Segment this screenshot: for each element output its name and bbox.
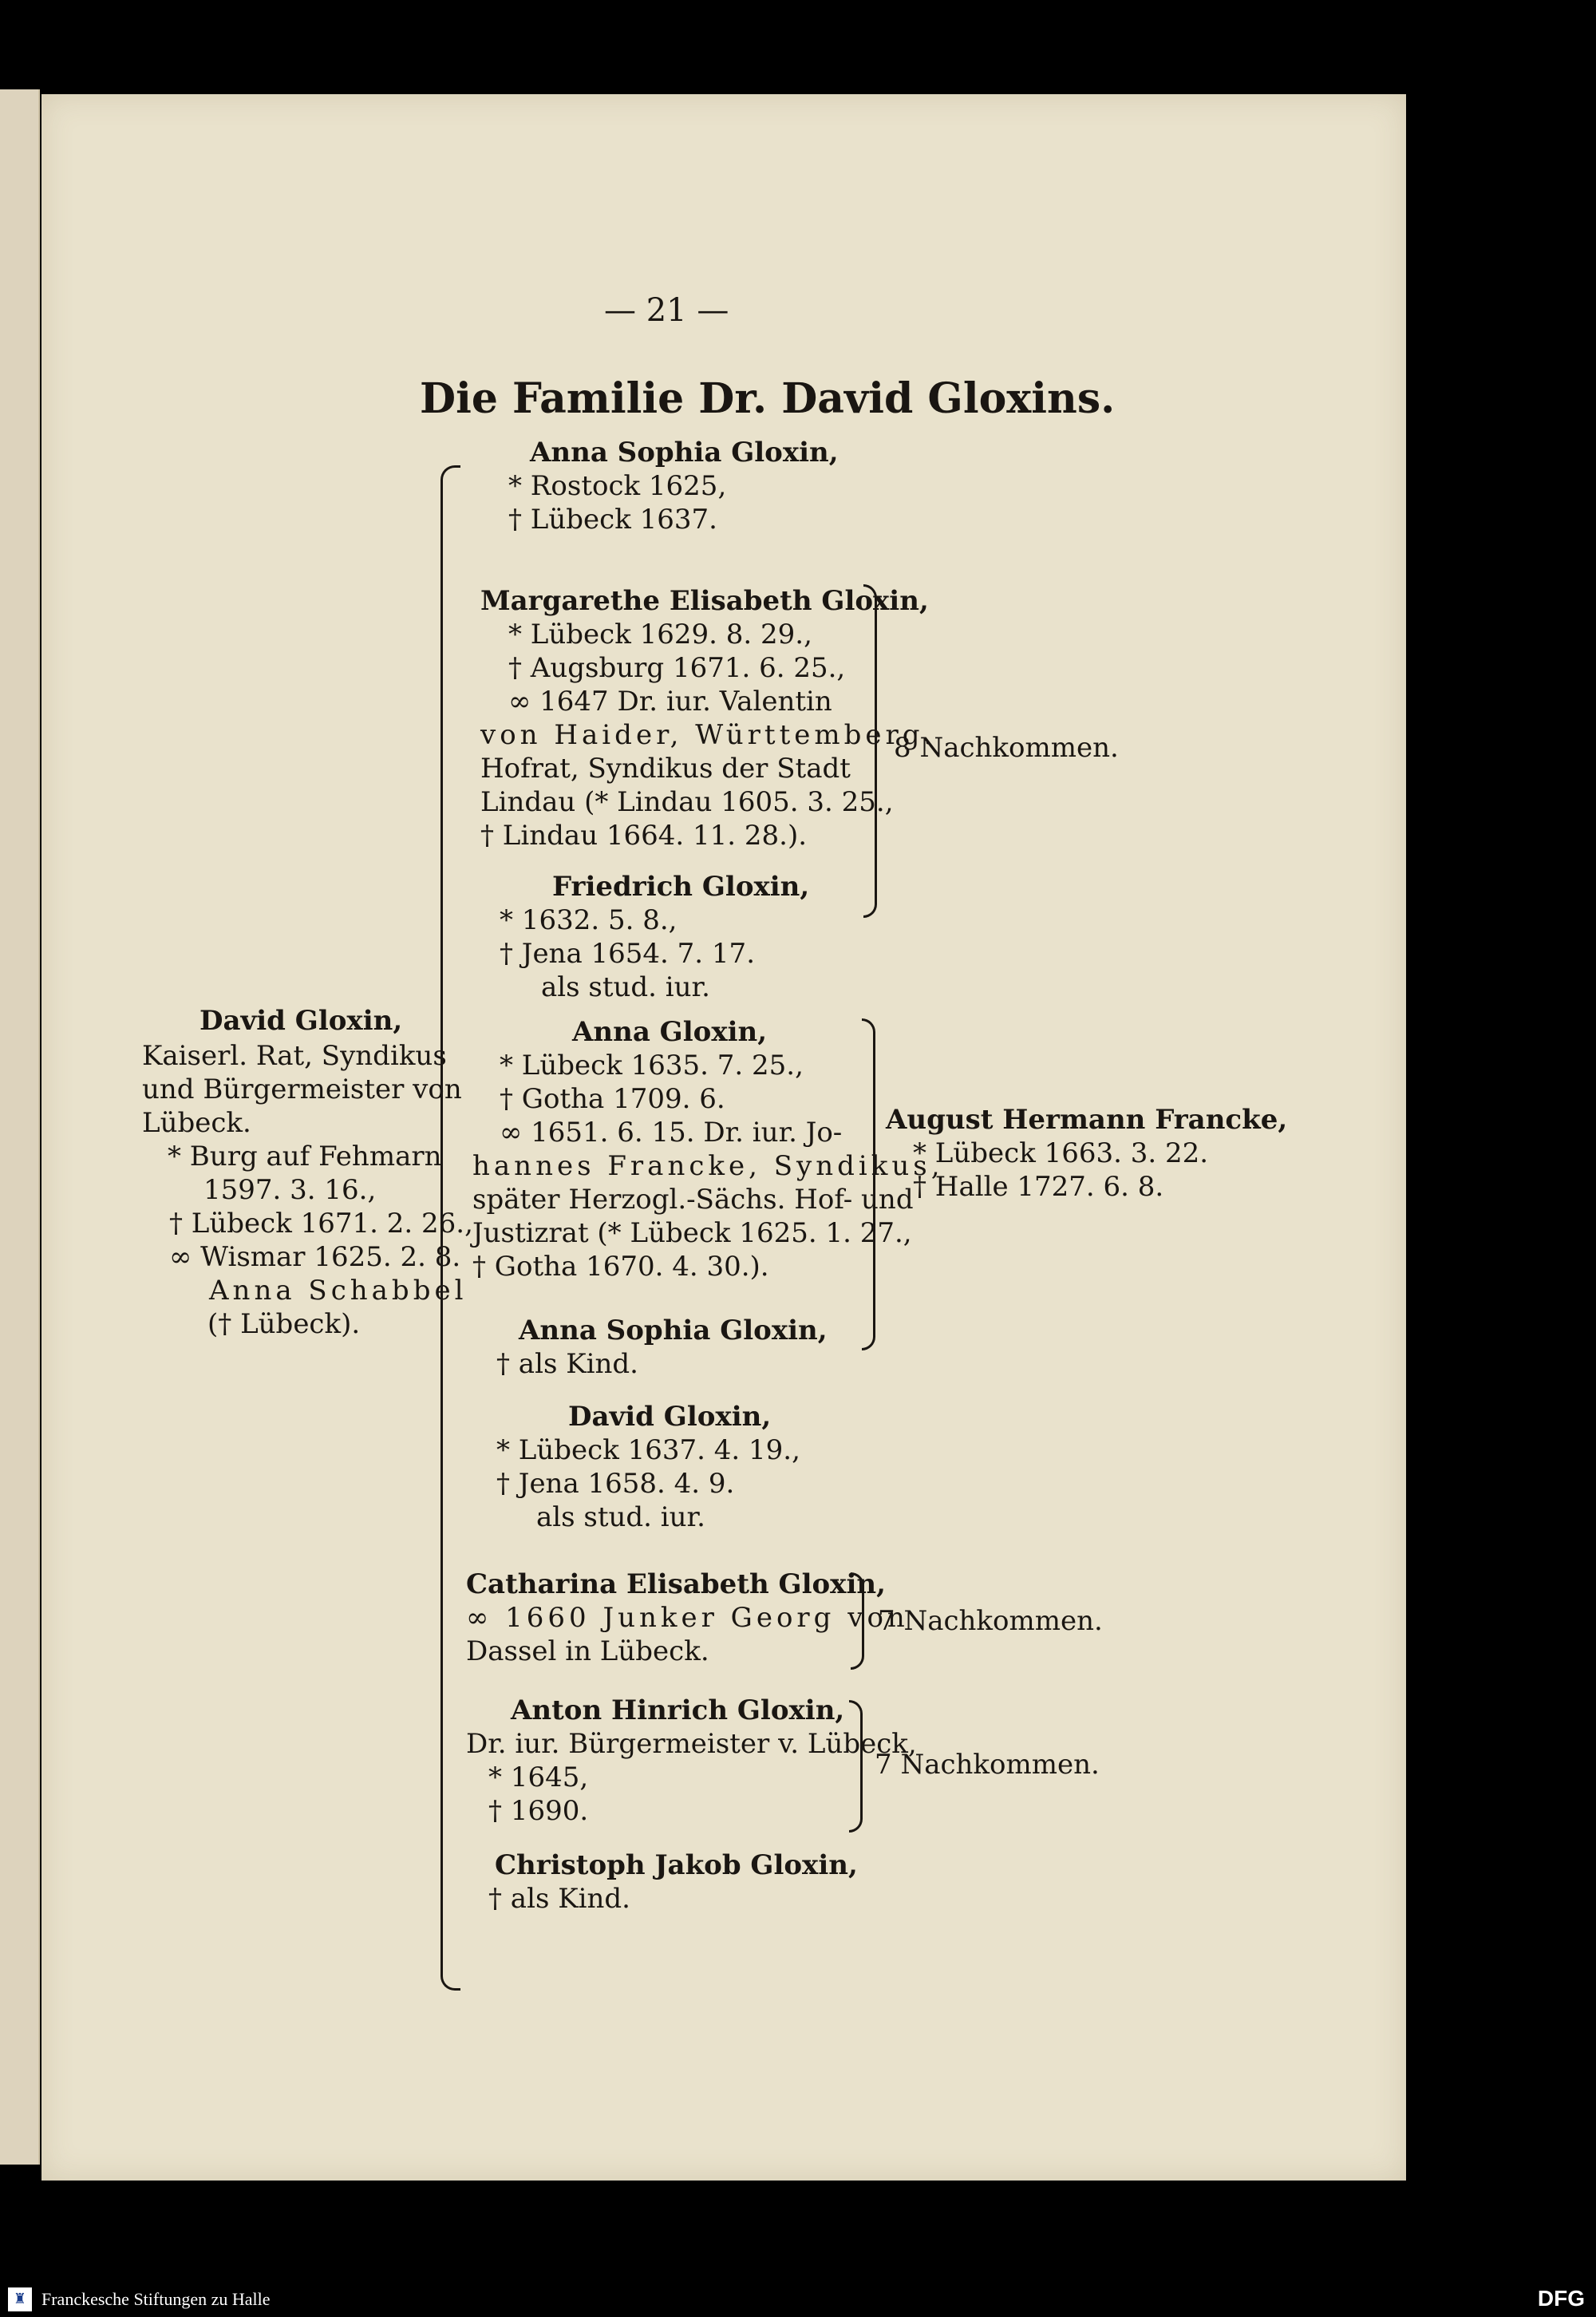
page-number: — 21 — [604,292,729,329]
child-line: Dassel in Lübeck. [466,1635,709,1667]
descendant-name: August Hermann Francke, [886,1104,1288,1136]
child-line: † Jena 1658. 4. 9. [496,1468,735,1500]
descendant-line: * Lübeck 1663. 3. 22. [913,1137,1209,1169]
child-name: Catharina Elisabeth Gloxin, [466,1568,886,1600]
child-name: Anna Sophia Gloxin, [530,437,839,469]
child-line: * Rostock 1625, [508,470,727,502]
parent-name: David Gloxin, [200,1005,403,1037]
child-line: ∞ 1660 Junker Georg von [466,1602,909,1634]
parent-line: († Lübeck). [207,1308,361,1340]
child-name: Anton Hinrich Gloxin, [511,1694,845,1726]
child-line: Hofrat, Syndikus der Stadt [480,753,851,785]
parent-line: und Bürgermeister von [142,1073,462,1105]
document-page [41,94,1406,2181]
child-line: von Haider, Württemberg. [480,719,937,751]
parent-line: † Lübeck 1671. 2. 26., [169,1208,473,1240]
child-line: ∞ 1647 Dr. iur. Valentin [508,686,832,718]
child-line: † Lindau 1664. 11. 28.). [480,820,808,852]
parent-line: Kaiserl. Rat, Syndikus [142,1040,447,1072]
child-line: * 1632. 5. 8., [500,904,678,936]
previous-page-edge [0,89,40,2165]
descendants-brace [849,1700,863,1833]
child-line: † Gotha 1670. 4. 30.). [472,1251,769,1283]
descendants-count: 8 Nachkommen. [894,732,1119,764]
child-line: * Lübeck 1629. 8. 29., [508,619,812,650]
child-name: Christoph Jakob Gloxin, [495,1849,858,1881]
institution-name: Franckesche Stiftungen zu Halle [41,2289,271,2309]
page-title: Die Familie Dr. David Gloxins. [420,374,1116,423]
child-line: Justizrat (* Lübeck 1625. 1. 27., [472,1217,912,1249]
descendants-brace [851,1572,864,1670]
descendants-brace [863,584,877,918]
descendant-line: † Halle 1727. 6. 8. [913,1171,1164,1203]
funder-logo: DFG [1537,2286,1585,2311]
child-line: ∞ 1651. 6. 15. Dr. iur. Jo- [500,1117,843,1149]
child-line: † als Kind. [496,1348,638,1380]
child-name: Anna Gloxin, [572,1016,768,1048]
descendants-count: 7 Nachkommen. [875,1749,1100,1781]
child-line: Dr. iur. Bürgermeister v. Lübeck, [466,1728,917,1760]
parent-line: ∞ Wismar 1625. 2. 8. [169,1241,461,1273]
child-line: Lindau (* Lindau 1605. 3. 25., [480,786,894,818]
footer-bar [0,2281,1596,2317]
descendants-count: 7 Nachkommen. [878,1605,1103,1637]
child-name: David Gloxin, [568,1401,772,1433]
family-brace [440,465,460,1991]
descendants-brace [862,1018,875,1350]
child-name: Margarethe Elisabeth Gloxin, [480,585,929,617]
child-line: hannes Francke, Syndikus, [472,1150,944,1182]
child-line: † als Kind. [488,1883,630,1915]
child-line: * Lübeck 1637. 4. 19., [496,1434,800,1466]
parent-spouse: Anna Schabbel [209,1275,468,1307]
child-name: Friedrich Gloxin, [552,871,810,903]
parent-line: * Burg auf Fehmarn [168,1141,442,1172]
child-line: als stud. iur. [541,971,710,1003]
child-line: † 1690. [488,1795,589,1827]
child-line: später Herzogl.-Sächs. Hof- und [472,1184,914,1216]
child-line: † Jena 1654. 7. 17. [500,938,755,970]
child-line: als stud. iur. [536,1501,705,1533]
child-line: * 1645, [488,1761,589,1793]
parent-line: 1597. 3. 16., [203,1174,377,1206]
child-line: † Gotha 1709. 6. [500,1083,725,1115]
institution-logo-icon: ♜ [8,2287,32,2311]
child-line: † Augsburg 1671. 6. 25., [508,652,846,684]
child-name: Anna Sophia Gloxin, [519,1315,828,1346]
child-line: * Lübeck 1635. 7. 25., [500,1050,804,1081]
child-line: † Lübeck 1637. [508,504,717,536]
parent-line: Lübeck. [142,1107,251,1139]
